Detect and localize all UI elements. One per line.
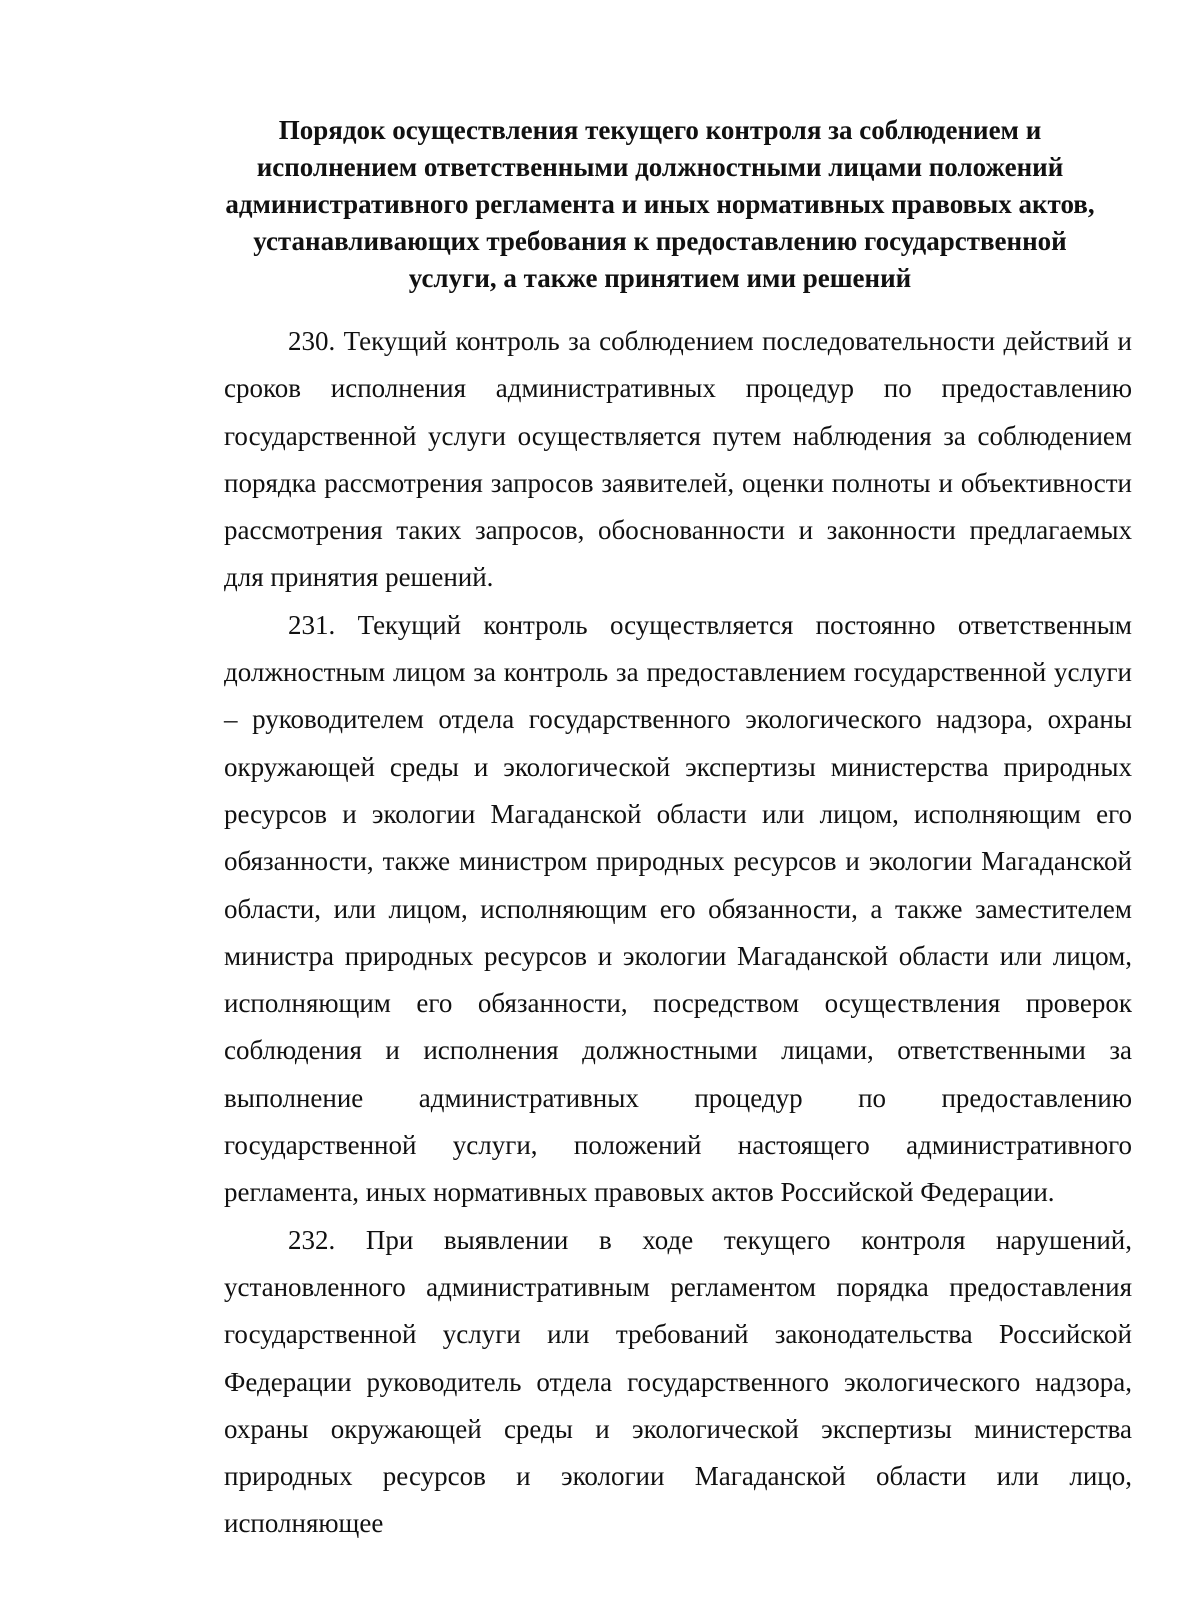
heading-line: исполнением ответственными должностными лицами положений (256, 152, 1064, 182)
paragraph-231: 231. Текущий контроль осуществляется постоянно ответственным должностным лицом за контроль за предоставлением государственной услуги – руководителем отдела государственного экологического надзора, охраны окружающей среды и экологической экспертизы министерства природных ресурсов и экологии Магаданской области или лицом, исполняющим его обязанности, также министром природных ресурсов и экологии Магаданской области, или лицом, исполняющим его обязанности, а также заместителем министра природных ресурсов и экологии Магаданской области или лицом, исполняющим его обязанности, посредством осуществления проверок соблюдения и исполнения должностными лицами, ответственными за выполнение административных процедур по предоставлению государственной услуги, положений настоящего административного регламента, иных нормативных правовых актов Российской Федерации. (224, 609, 1132, 1208)
heading-line: Порядок осуществления текущего контроля за соблюдением и (278, 115, 1042, 145)
heading-line: устанавливающих требования к предоставлению государственной (253, 226, 1067, 256)
paragraph-230: 230. Текущий контроль за соблюдением последовательности действий и сроков исполнения административных процедур по предоставлению государственной услуги осуществляется путем наблюдения за соблюдением порядка рассмотрения запросов заявителей, оценки полноты и объективности рассмотрения таких запросов, обоснованности и законности предлагаемых для принятия решений. (224, 326, 1132, 593)
paragraph-232: 232. При выявлении в ходе текущего контроля нарушений, установленного административным регламентом порядка предоставления государственной услуги или требований законодательства Российской Федерации руководитель отдела государственного экологического надзора, охраны окружающей среды и экологической экспертизы министерства природных ресурсов и экологии Магаданской области или лицо, исполняющее (224, 1224, 1132, 1539)
section-heading (200, 112, 1120, 297)
heading-line: административного регламента и иных нормативных правовых актов, (225, 189, 1095, 219)
body-text (224, 318, 1132, 1548)
heading-line: услуги, а также принятием ими решений (408, 263, 912, 293)
